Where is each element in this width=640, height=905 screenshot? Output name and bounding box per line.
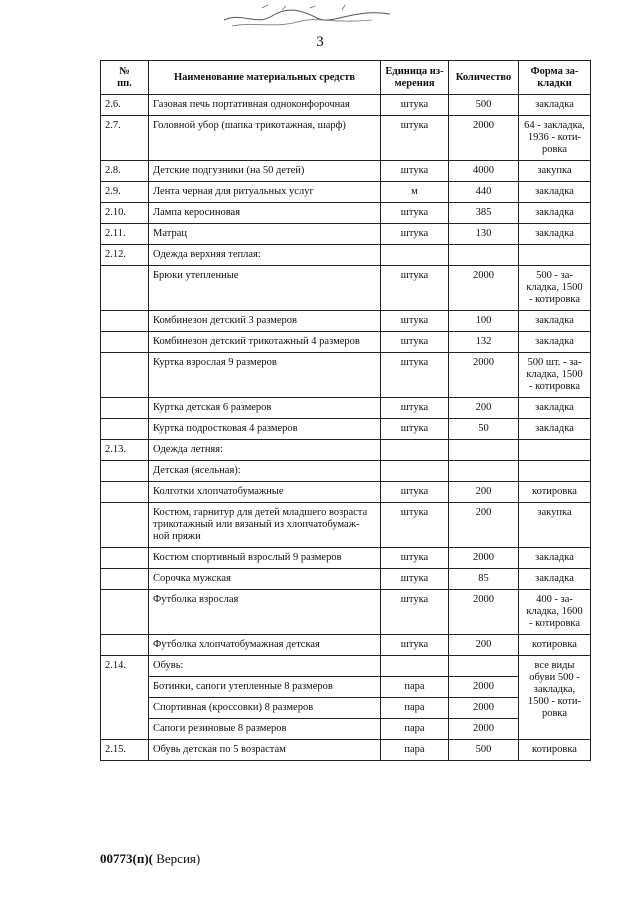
row-number [101,461,149,482]
table-row [101,569,591,590]
row-unit: штука [381,332,449,353]
table-row [101,548,591,569]
row-number: 2.10. [101,203,149,224]
row-number: 2.9. [101,182,149,203]
row-name: Куртка детская 6 размеров [149,398,381,419]
row-qty: 50 [449,419,519,440]
row-unit [381,245,449,266]
table-row [101,590,591,635]
row-qty [449,440,519,461]
row-form [519,245,591,266]
table-header-row [101,61,591,95]
row-number [101,419,149,440]
row-name: Брюки утепленные [149,266,381,311]
row-number [101,569,149,590]
row-form: закупка [519,503,591,548]
row-qty [449,461,519,482]
row-name: Матрац [149,224,381,245]
row-name: Головной убор (шапка трикотажная, шарф) [149,116,381,161]
row-unit [381,656,449,677]
row-form: котировка [519,740,591,761]
row-name: Куртка подростковая 4 размеров [149,419,381,440]
row-number: 2.7. [101,116,149,161]
row-unit: штука [381,569,449,590]
row-number: 2.11. [101,224,149,245]
row-unit [381,461,449,482]
row-qty: 132 [449,332,519,353]
table-row [101,311,591,332]
row-name: Костюм спортивный взрослый 9 размеров [149,548,381,569]
row-qty: 4000 [449,161,519,182]
row-unit: пара [381,698,449,719]
table-row [101,419,591,440]
table-row [101,677,591,698]
row-unit: штука [381,419,449,440]
row-form [519,440,591,461]
table-row [101,224,591,245]
row-form: закладка [519,224,591,245]
row-form: закладка [519,398,591,419]
header-form: Форма за- кладки [519,61,591,95]
row-qty: 385 [449,203,519,224]
row-unit: штука [381,353,449,398]
header-qty: Количество [449,61,519,95]
row-unit: штука [381,503,449,548]
row-form: котировка [519,635,591,656]
row-name: Обувь детская по 5 возрастам [149,740,381,761]
row-number: 2.13. [101,440,149,461]
row-form: все виды обуви 500 - закладка, 1500 - коти- ровка [519,656,591,740]
row-form: закладка [519,182,591,203]
row-name: Одежда верхняя теплая: [149,245,381,266]
row-qty: 2000 [449,677,519,698]
row-qty [449,656,519,677]
row-unit [381,440,449,461]
row-form: закупка [519,161,591,182]
row-unit: штука [381,590,449,635]
table-row [101,245,591,266]
row-name: Сапоги резиновые 8 размеров [149,719,381,740]
table-row [101,698,591,719]
table-row [101,116,591,161]
row-name: Комбинезон детский 3 размеров [149,311,381,332]
header-name: Наименование материальных средств [149,61,381,95]
table-row [101,182,591,203]
page-number: 3 [316,34,324,50]
row-number [101,548,149,569]
row-form: 400 - за- кладка, 1600 - котировка [519,590,591,635]
row-qty: 200 [449,482,519,503]
row-name: Куртка взрослая 9 размеров [149,353,381,398]
row-number: 2.12. [101,245,149,266]
row-number [101,353,149,398]
row-qty: 440 [449,182,519,203]
row-unit: пара [381,719,449,740]
document-footer: 00773(п)( Версия) [100,851,201,866]
row-qty: 100 [449,311,519,332]
table-row [101,161,591,182]
table-row [101,635,591,656]
table-row [101,656,591,677]
row-form: закладка [519,569,591,590]
row-form: закладка [519,419,591,440]
row-number: 2.15. [101,740,149,761]
row-qty: 500 [449,740,519,761]
table-row [101,353,591,398]
table-row [101,95,591,116]
row-qty: 200 [449,635,519,656]
header-unit: Единица из- мерения [381,61,449,95]
row-name: Лампа керосиновая [149,203,381,224]
row-form: котировка [519,482,591,503]
table-row [101,266,591,311]
row-qty: 2000 [449,548,519,569]
row-qty: 2000 [449,116,519,161]
row-number [101,398,149,419]
row-unit: м [381,182,449,203]
row-unit: штука [381,266,449,311]
row-qty: 85 [449,569,519,590]
row-qty [449,245,519,266]
table-row [101,203,591,224]
row-qty: 2000 [449,590,519,635]
table-row [101,332,591,353]
row-unit: штука [381,482,449,503]
row-number [101,332,149,353]
row-form: закладка [519,311,591,332]
row-name: Лента черная для ритуальных услуг [149,182,381,203]
row-name: Комбинезон детский трикотажный 4 размеров [149,332,381,353]
row-name: Обувь: [149,656,381,677]
row-name: Детские подгузники (на 50 детей) [149,161,381,182]
row-name: Костюм, гарнитур для детей младшего возраста трикотажный или вязаный из хлопчатобумаж- ной пряжи [149,503,381,548]
table-body [101,95,591,761]
row-qty: 2000 [449,719,519,740]
row-name: Футболка хлопчатобумажная детская [149,635,381,656]
row-unit: штука [381,161,449,182]
handwritten-mark [222,2,392,30]
row-name: Колготки хлопчатобумажные [149,482,381,503]
row-form: закладка [519,332,591,353]
row-number: 2.8. [101,161,149,182]
row-unit: штука [381,548,449,569]
row-form: закладка [519,203,591,224]
row-number [101,482,149,503]
row-unit: штука [381,224,449,245]
row-form: закладка [519,548,591,569]
materials-table [100,60,591,761]
table-row [101,440,591,461]
row-number: 2.6. [101,95,149,116]
row-name: Ботинки, сапоги утепленные 8 размеров [149,677,381,698]
row-qty: 500 [449,95,519,116]
row-number [101,311,149,332]
row-name: Футболка взрослая [149,590,381,635]
row-qty: 200 [449,503,519,548]
row-form: 500 шт. - за- кладка, 1500 - котировка [519,353,591,398]
row-unit: штука [381,95,449,116]
row-qty: 2000 [449,353,519,398]
row-name: Сорочка мужская [149,569,381,590]
table-row [101,719,591,740]
row-name: Детская (ясельная): [149,461,381,482]
row-name: Спортивная (кроссовки) 8 размеров [149,698,381,719]
row-name: Газовая печь портативная одноконфорочная [149,95,381,116]
row-unit: штука [381,203,449,224]
row-name: Одежда летняя: [149,440,381,461]
row-unit: штука [381,116,449,161]
table-row [101,740,591,761]
row-unit: штука [381,635,449,656]
row-unit: пара [381,677,449,698]
row-qty: 200 [449,398,519,419]
row-qty: 130 [449,224,519,245]
row-unit: штука [381,311,449,332]
row-form: закладка [519,95,591,116]
row-qty: 2000 [449,698,519,719]
row-number: 2.14. [101,656,149,740]
table-row [101,482,591,503]
header-num: № пп. [101,61,149,95]
row-number [101,266,149,311]
row-form [519,461,591,482]
table-row [101,398,591,419]
table-row [101,461,591,482]
row-form: 500 - за- кладка, 1500 - котировка [519,266,591,311]
row-number [101,635,149,656]
row-number [101,590,149,635]
row-unit: пара [381,740,449,761]
row-unit: штука [381,398,449,419]
row-form: 64 - закладка, 1936 - коти- ровка [519,116,591,161]
row-number [101,503,149,548]
table-row [101,503,591,548]
row-qty: 2000 [449,266,519,311]
